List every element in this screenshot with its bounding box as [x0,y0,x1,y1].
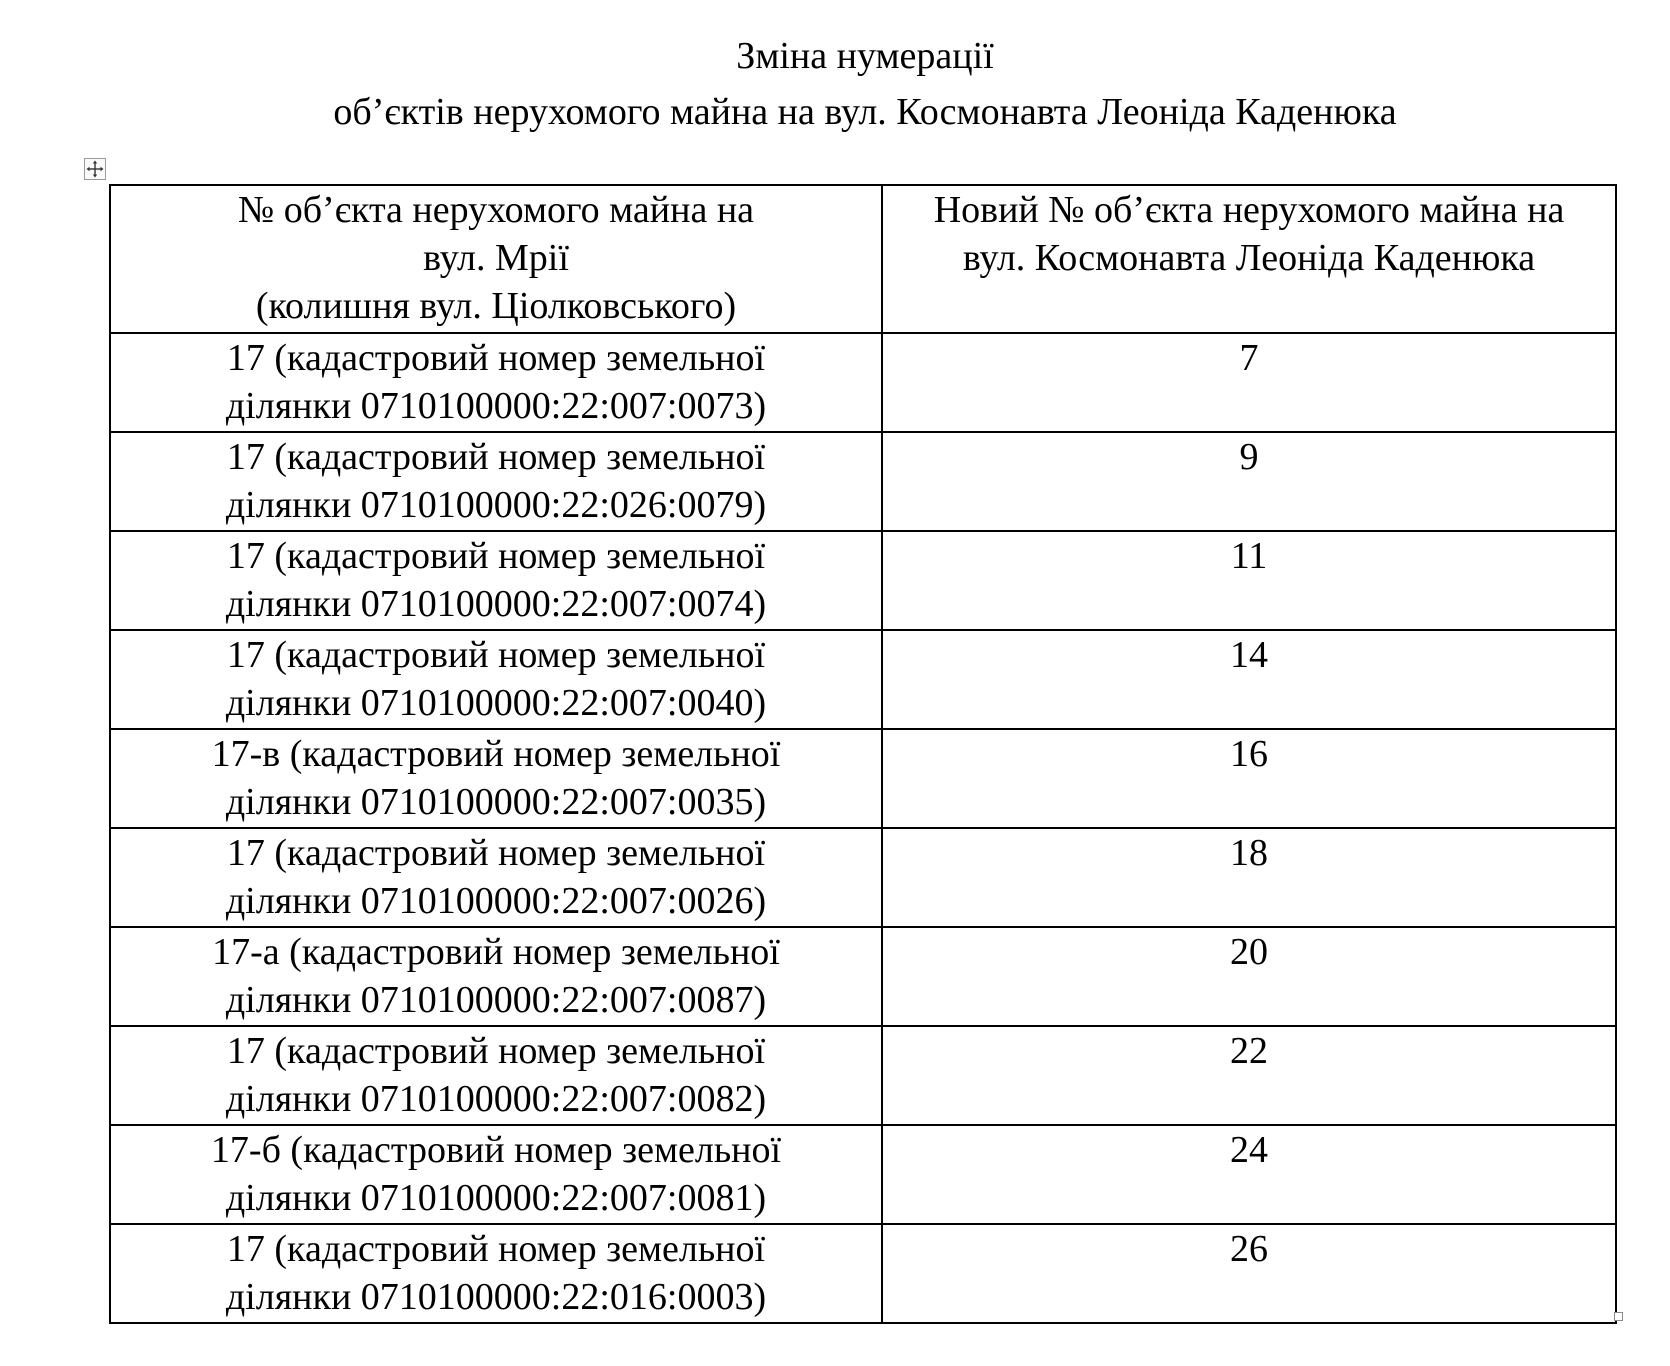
cadastral-text: ділянки 0710100000:22:007:0087) [225,979,767,1021]
table-row [110,333,1616,432]
old-number-text: 17 (кадастровий номер земельної [226,436,766,478]
old-number-text: 17 (кадастровий номер земельної [226,535,766,577]
new-number-cell: 7 [882,333,1616,432]
old-number-text: 17 (кадастровий номер земельної [226,1228,766,1270]
old-number-cell [110,729,882,828]
header-new-number [882,185,1616,333]
header-new-line: вул. Космонавта Леоніда Каденюка [962,237,1536,279]
new-number-cell: 20 [882,927,1616,1026]
old-number-cell [110,1026,882,1125]
cadastral-text: ділянки 0710100000:22:007:0082) [225,1078,767,1120]
header-old-line: (колишня вул. Ціолковського) [255,285,737,327]
new-number-cell: 9 [882,432,1616,531]
old-number-text: 17-б (кадастровий номер земельної [210,1129,782,1171]
table-row [110,1125,1616,1224]
cadastral-text: ділянки 0710100000:22:007:0081) [225,1177,767,1219]
old-number-cell [110,531,882,630]
old-number-cell [110,828,882,927]
cadastral-text: ділянки 0710100000:22:016:0003) [225,1276,767,1318]
table-row [110,531,1616,630]
table-row [110,828,1616,927]
old-number-text: 17-в (кадастровий номер земельної [211,733,781,775]
title-line-2: об’єктів нерухомого майна на вул. Космонавта Леоніда Каденюка [333,91,1397,133]
old-number-text: 17 (кадастровий номер земельної [226,1030,766,1072]
cadastral-text: ділянки 0710100000:22:007:0035) [225,781,767,823]
table-resize-icon[interactable] [1614,1312,1623,1321]
new-number-cell: 11 [882,531,1616,630]
table-row [110,927,1616,1026]
new-number-cell: 18 [882,828,1616,927]
header-old-line: № об’єкта нерухомого майна на [237,189,755,231]
old-number-cell [110,432,882,531]
header-new-line: Новий № об’єкта нерухомого майна на [933,189,1565,231]
table-row [110,1026,1616,1125]
table-row [110,432,1616,531]
old-number-cell [110,333,882,432]
table-move-icon[interactable] [84,158,106,180]
table-row [110,1224,1616,1323]
old-number-text: 17 (кадастровий номер земельної [226,337,766,379]
cadastral-text: ділянки 0710100000:22:007:0074) [225,583,767,625]
table-header-row [110,185,1616,333]
cadastral-text: ділянки 0710100000:22:007:0040) [225,682,767,724]
table-row [110,630,1616,729]
cadastral-text: ділянки 0710100000:22:007:0026) [225,880,767,922]
renumbering-table [109,184,1617,1324]
title-line-1: Зміна нумерації [736,35,994,77]
old-number-text: 17 (кадастровий номер земельної [226,832,766,874]
header-old-number [110,185,882,333]
old-number-cell [110,927,882,1026]
new-number-cell: 26 [882,1224,1616,1323]
new-number-cell: 14 [882,630,1616,729]
old-number-cell [110,630,882,729]
cadastral-text: ділянки 0710100000:22:026:0079) [225,484,767,526]
old-number-cell [110,1224,882,1323]
old-number-text: 17-а (кадастровий номер земельної [212,931,780,973]
new-number-cell: 16 [882,729,1616,828]
table-row [110,729,1616,828]
document-title [0,28,1670,140]
header-old-line: вул. Мрії [423,237,569,279]
new-number-cell: 22 [882,1026,1616,1125]
cadastral-text: ділянки 0710100000:22:007:0073) [225,385,767,427]
old-number-text: 17 (кадастровий номер земельної [226,634,766,676]
old-number-cell [110,1125,882,1224]
new-number-cell: 24 [882,1125,1616,1224]
